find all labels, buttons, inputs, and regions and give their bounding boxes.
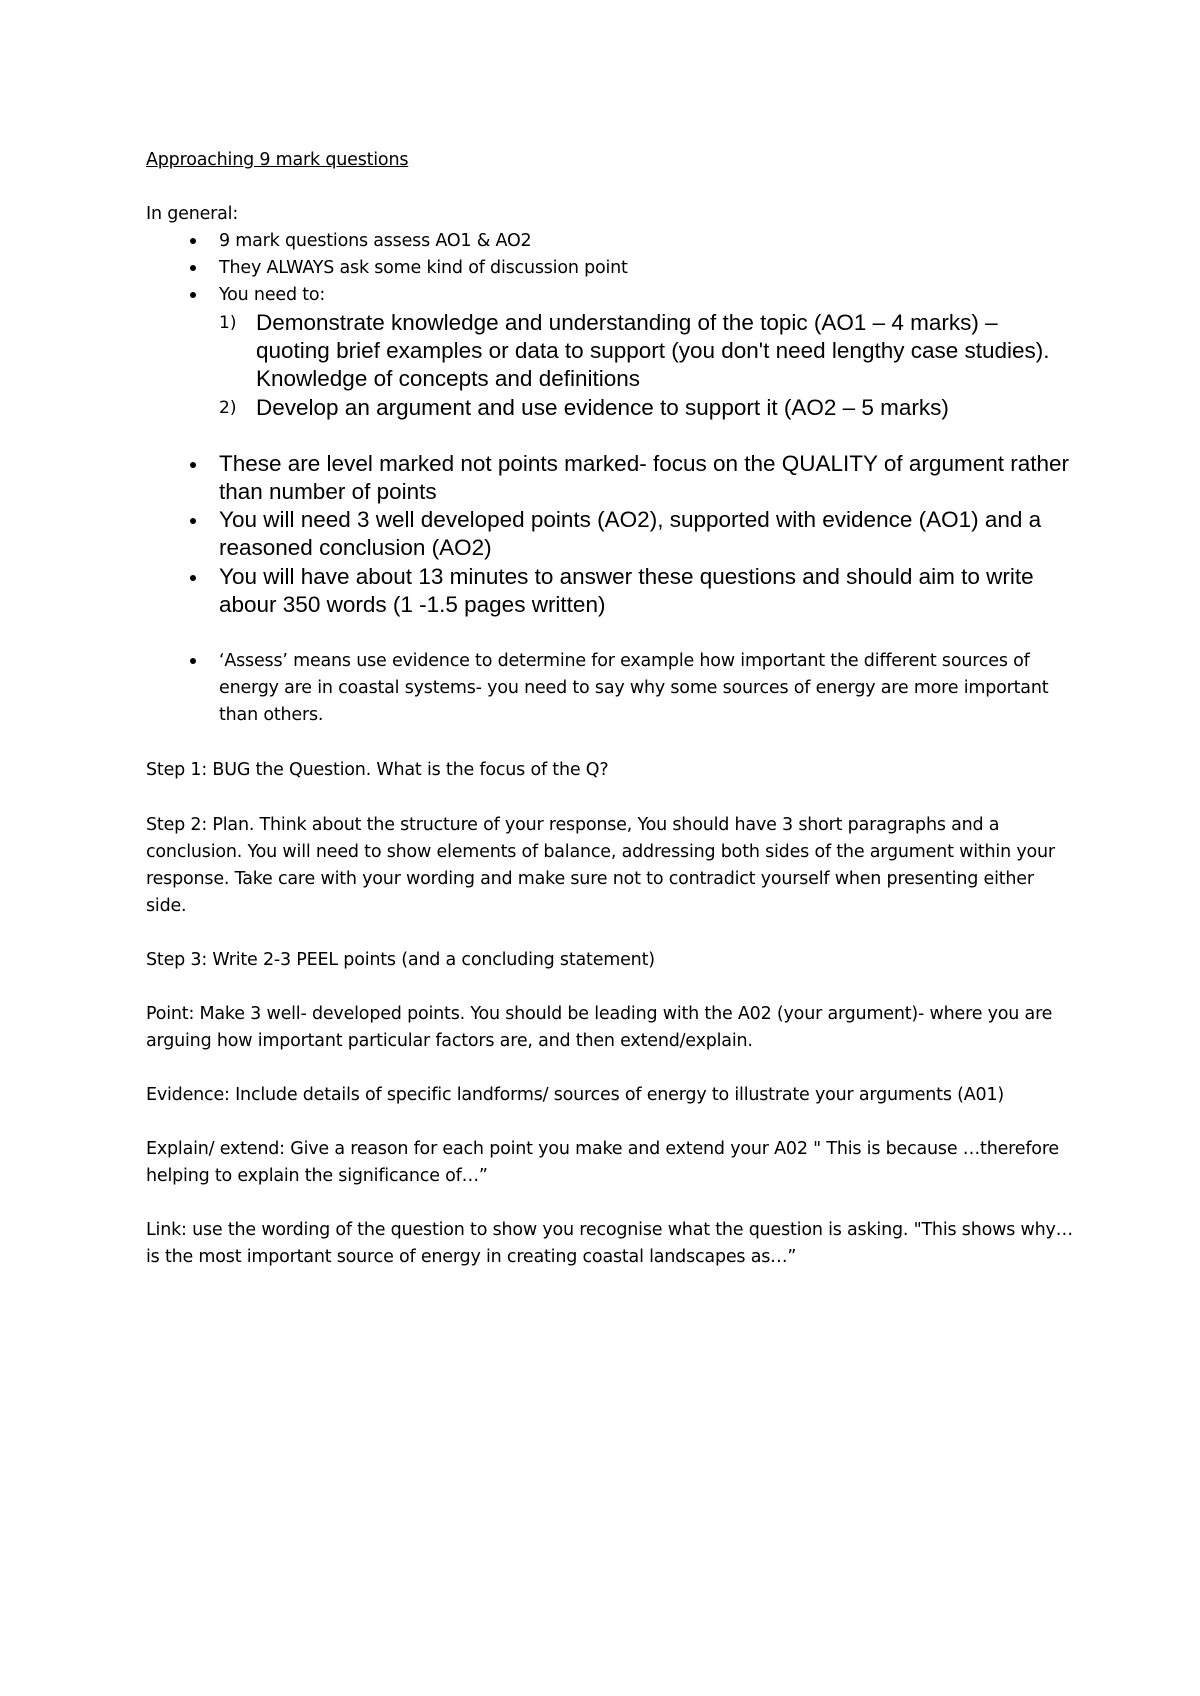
bullet-text: They ALWAYS ask some kind of discussion point [219,258,628,278]
section-heading-in-general: In general: [146,204,239,224]
bullet-text: These are level marked not points marked- focus on the QUALITY of argument rather than number of points [219,451,1070,504]
peel-link-paragraph: Link: use the wording of the question to show you recognise what the question is asking. "This shows why… is the most important source of energy in creating coastal landscapes as…” [146,1220,1073,1267]
bullet-icon [183,450,203,478]
peel-evidence-paragraph: Evidence: Include details of specific landforms/ sources of energy to illustrate your arguments (A01) [146,1085,1005,1105]
bullet-item [219,506,1079,562]
bullet-icon [183,228,203,255]
bullet-text: You will have about 13 minutes to answer these questions and should aim to write abour 350 words (1 -1.5 pages written) [219,564,1034,617]
bullet-item [219,228,1079,255]
number-marker: 2) [219,398,237,418]
numbered-item [219,394,1076,422]
peel-explain-paragraph: Explain/ extend: Give a reason for each point you make and extend your A02 " This is because …therefore helping to explain the significance of…” [146,1139,1059,1186]
bullet-icon [183,648,203,675]
bullet-text: You need to: [219,285,326,305]
bullet-item [219,282,1079,309]
document-title: Approaching 9 mark questions [146,150,409,170]
peel-point-paragraph: Point: Make 3 well- developed points. You should be leading with the A02 (your argument)- where you are arguing how important particular factors are, and then extend/explain. [146,1004,1053,1051]
number-marker: 1) [219,313,237,333]
bullet-item [219,648,1079,729]
bullet-item [219,255,1079,282]
bullet-icon [183,282,203,309]
bullet-icon [183,563,203,591]
numbered-item [219,309,1076,393]
bullet-item [219,450,1079,506]
bullet-text: ‘Assess’ means use evidence to determine for example how important the different sources of energy are in coastal systems- you need to say why some sources of energy are more important than others. [219,651,1049,725]
step-2-paragraph: Step 2: Plan. Think about the structure of your response, You should have 3 short paragraphs and a conclusion. You will need to show elements of balance, addressing both sides of the argument within your response. Take care with your wording and make sure not to contradict yourself when presenting either side. [146,815,1055,916]
numbered-text: Develop an argument and use evidence to support it (AO2 – 5 marks) [256,395,949,420]
numbered-text: Demonstrate knowledge and understanding of the topic (AO1 – 4 marks) – quoting brief examples or data to support (you don't need lengthy case studies). Knowledge of concepts and definitions [256,310,1050,391]
bullet-icon [183,255,203,282]
bullet-text: 9 mark questions assess AO1 & AO2 [219,231,532,251]
step-3-paragraph: Step 3: Write 2-3 PEEL points (and a concluding statement) [146,950,655,970]
bullet-text: You will need 3 well developed points (AO2), supported with evidence (AO1) and a reasoned conclusion (AO2) [219,507,1042,560]
step-1-paragraph: Step 1: BUG the Question. What is the focus of the Q? [146,760,609,780]
bullet-item [219,563,1079,619]
bullet-icon [183,506,203,534]
